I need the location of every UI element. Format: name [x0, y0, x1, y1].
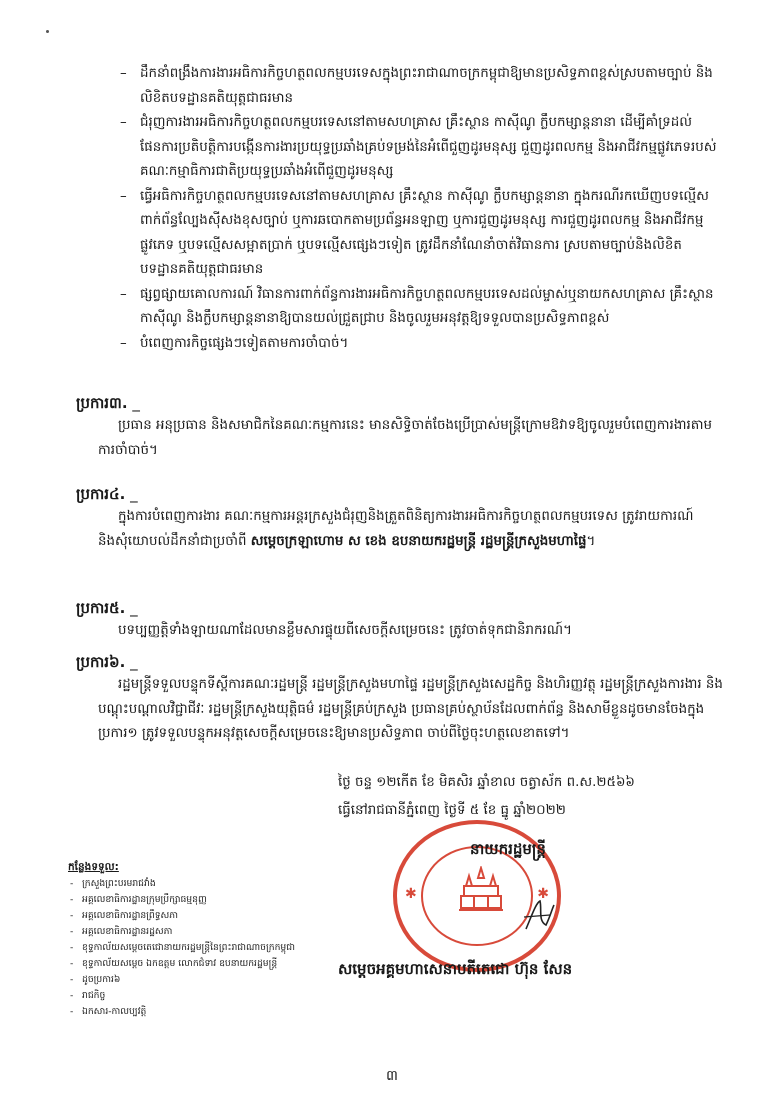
recipient-item: - ខុទ្ទកាល័យសម្តេចតេជោនាយករដ្ឋមន្ត្រីនៃព្រះរាជាណាចក្រកម្ពុជា [68, 940, 378, 956]
article-4 [76, 483, 724, 554]
recipient-item: - ដូចប្រការ៦ [68, 972, 378, 988]
angkor-temple-icon [459, 866, 503, 912]
duty-item: – ដឹកនាំពង្រឹងការងារអធិការកិច្ចហត្ថពលកម្មបរទេសក្នុងព្រះរាជាណាចក្រកម្ពុជាឱ្យមានប្រសិទ្ធភាពខ្ពស់ស្របតាមច្បាប់ និងលិខិតបទដ្ឋានគតិយុត្តជាធរមាន [120, 62, 720, 111]
recipient-item: - ក្រសួងព្រះបរមរាជវាំង [68, 876, 378, 892]
article-3 [76, 392, 724, 463]
duty-item: – បំពេញការកិច្ចផ្សេងៗទៀតតាមការចាំបាច់។ [120, 332, 720, 357]
article-5 [76, 597, 724, 644]
solar-date: ធ្វើនៅរាជធានីភ្នំពេញ ថ្ងៃទី ៥ ខែ ធ្នូ ឆ្នាំ២០២២ [338, 803, 566, 818]
duty-item: – ធ្វើអធិការកិច្ចហត្ថពលកម្មបរទេសនៅតាមសហគ្រាស គ្រឹះស្ថាន កាស៊ីណូ ក្លឹបកម្សាន្តនានា ក្នុងករណីរកឃើញបទល្មើសពាក់ព័ន្ធល្បែងស៊ីសងខុសច្បាប់ ឬការឆបោកតាមប្រព័ន្ធអនឡាញ ឬការជួញដូរមនុស្ស ការជួញដូរពលកម្ម និងអាជីវកម្មផ្លូវភេទ ឬបទល្មើសសម្អាតប្រាក់ ឬបទល្មើសផ្សេងៗទៀត ត្រូវដឹកនាំណែនាំចាត់វិធានការ ស្របតាមច្បាប់និងលិខិតបទដ្ឋានគតិយុត្តជាធរមាន [120, 185, 720, 283]
scan-speck [46, 30, 49, 33]
article-6 [76, 651, 724, 747]
article-heading: ប្រការ៣. _ [76, 394, 140, 412]
recipient-item: - អគ្គលេខាធិការដ្ឋានក្រុមប្រឹក្សាធម្មនុញ្ញ [68, 892, 378, 908]
article-body: ប្រធាន អនុប្រធាន និងសមាជិកនៃគណៈកម្មការនេះ មានសិទ្ធិចាត់ចែងប្រើប្រាស់មន្ត្រីក្រោមឱវាទឱ្យចូលរួមបំពេញការងារតាមការចាំបាច់។ [98, 418, 712, 458]
star-icon: ✱ [537, 886, 549, 902]
page-number: ៣ [386, 1068, 398, 1084]
bold-name: សម្តេចក្រឡាហោម ស ខេង ឧបនាយករដ្ឋមន្ត្រី រដ្ឋមន្ត្រីក្រសួងមហាផ្ទៃ [250, 533, 587, 549]
recipient-item: - អគ្គលេខាធិការដ្ឋានព្រឹទ្ធសភា [68, 908, 378, 924]
recipient-item: - អគ្គលេខាធិការដ្ឋានរដ្ឋសភា [68, 924, 378, 940]
duty-list [120, 62, 720, 356]
lunar-date: ថ្ងៃ ចន្ទ ១២កើត ខែ មិគសិរ ឆ្នាំខាល ចត្វាស័ក ព.ស.២៥៦៦ [338, 775, 635, 790]
article-body: ក្នុងការបំពេញការងារ គណៈកម្មការអន្តរក្រសួងជំរុញនិងត្រួតពិនិត្យការងារអធិការកិច្ចហត្ថពលកម្មបរទេស ត្រូវរាយការណ៍ និងសុំយោបល់ដឹកនាំជាប្រចាំពី សម្តេចក្រឡាហោម ស ខេង ឧបនាយករដ្ឋមន្ត្រី រដ្ឋមន្ត្រីក្រសួងមហាផ្ទៃ។ [98, 509, 694, 549]
duty-item: – ផ្សព្វផ្សាយគោលការណ៍ វិធានការពាក់ព័ន្ធការងារអធិការកិច្ចហត្ថពលកម្មបរទេសដល់ម្ចាស់ឬនាយកសហគ្រាស គ្រឹះស្ថាន កាស៊ីណូ និងក្លឹបកម្សាន្តនានាឱ្យបានយល់ជ្រួតជ្រាប និងចូលរួមអនុវត្តឱ្យទទួលបានប្រសិទ្ធភាពខ្ពស់ [120, 283, 720, 332]
article-body: រដ្ឋមន្ត្រីទទួលបន្ទុកទីស្តីការគណៈរដ្ឋមន្ត្រី រដ្ឋមន្ត្រីក្រសួងមហាផ្ទៃ រដ្ឋមន្ត្រីក្រសួងសេដ្ឋកិច្ច និងហិរញ្ញវត្ថុ រដ្ឋមន្ត្រីក្រសួងការងារ និងបណ្តុះបណ្តាលវិជ្ជាជីវៈ រដ្ឋមន្ត្រីក្រសួងយុត្តិធម៌ រដ្ឋមន្ត្រីគ្រប់ក្រសួង ប្រធានគ្រប់ស្ថាប័នដែលពាក់ព័ន្ធ និងសាមីខ្លួនដូចមានចែងក្នុងប្រការ១ ត្រូវទទួលបន្ទុកអនុវត្តសេចក្តីសម្រេចនេះឱ្យមានប្រសិទ្ធភាព ចាប់ពីថ្ងៃចុះហត្ថលេខាតទៅ។ [98, 677, 723, 741]
signer-name: សម្តេចអគ្គមហាសេនាបតីតេជោ ហ៊ុន សែន [338, 960, 573, 978]
recipients-list [68, 858, 378, 1020]
article-heading: ប្រការ៤. _ [76, 485, 138, 503]
article-body: បទប្បញ្ញត្តិទាំងឡាយណាដែលមានខ្លឹមសារផ្ទុយពីសេចក្តីសម្រេចនេះ ត្រូវចាត់ទុកជានិរាករណ៍។ [118, 623, 572, 638]
article-heading: ប្រការ៥. _ [76, 599, 138, 617]
date-block [338, 769, 635, 825]
position-title: នាយករដ្ឋមន្ត្រី [470, 840, 546, 858]
recipient-item: - ខុទ្ទកាល័យសម្តេច ឯកឧត្តម លោកជំទាវ ឧបនាយករដ្ឋមន្ត្រី [68, 956, 378, 972]
recipients-title: កន្លែងទទួល: [68, 861, 119, 873]
duty-item: – ជំរុញការងារអធិការកិច្ចហត្ថពលកម្មបរទេសនៅតាមសហគ្រាស គ្រឹះស្ថាន កាស៊ីណូ ក្លឹបកម្សាន្តនានា ដើម្បីគាំទ្រដល់ផែនការប្រតិបត្តិការបង្កើនការងារប្រយុទ្ធប្រឆាំងគ្រប់ទម្រង់នៃអំពើជួញដូរមនុស្ស ជួញដូរពលកម្ម និងអាជីវកម្មផ្លូវភេទរបស់គណៈកម្មាធិការជាតិប្រយុទ្ធប្រឆាំងអំពើជួញដូរមនុស្ស [120, 111, 720, 185]
star-icon: ✱ [405, 886, 417, 902]
recipient-item: - រាជកិច្ច [68, 988, 378, 1004]
recipient-item: - ឯកសារ-កាលប្បវត្តិ [68, 1004, 378, 1020]
signature-mark [520, 895, 560, 935]
article-heading: ប្រការ៦. _ [76, 653, 138, 671]
